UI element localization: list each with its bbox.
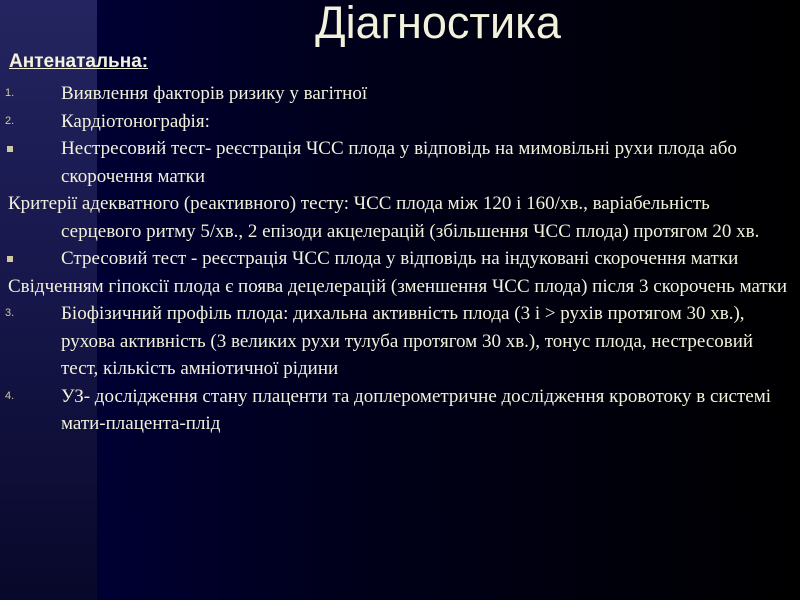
list-item-1 xyxy=(0,80,800,108)
square-bullet-icon xyxy=(7,256,13,262)
bullet-item-nonstress-test xyxy=(0,135,800,190)
list-number: 2. xyxy=(5,114,15,127)
paragraph-text: Свідченням гіпоксії плода є поява децелерацій (зменшення ЧСС плода) після 3 скорочень матки xyxy=(8,275,788,297)
list-item-4 xyxy=(0,383,800,438)
paragraph-hypoxia xyxy=(0,273,800,301)
list-item-text: Виявлення факторів ризику у вагітної xyxy=(61,83,368,104)
list-item-text: УЗ- дослідження стану плаценти та доплерометричне дослідження кровотоку в системі мати-плацента-плід xyxy=(61,385,772,434)
paragraph-criteria xyxy=(0,190,800,245)
paragraph-text: Критерії адекватного (реактивного) тесту: ЧСС плода між 120 і 160/хв., варіабельність серцевого ритму 5/хв., 2 епізоди акцелерацій (збільшення ЧСС плода) протягом 20 хв. xyxy=(8,193,760,242)
list-item-text: Нестресовий тест- реєстрація ЧСС плода у відповідь на мимовільні рухи плода або скорочення матки xyxy=(61,138,737,187)
bullet-item-stress-test xyxy=(0,245,800,273)
list-item-text: Біофізичний профіль плода: дихальна активність плода (3 і > рухів протягом 30 хв.), рухова активність (3 великих рухи тулуба протягом 30 хв.), тонус плода, нестресовий тест, кількість амніотичної рідини xyxy=(61,303,754,379)
list-item-3 xyxy=(0,300,800,383)
list-number: 1. xyxy=(5,87,15,99)
list-item-text: Стресовий тест - реєстрація ЧСС плода у відповідь на індуковані скорочення матки xyxy=(61,248,739,269)
list-number: 4. xyxy=(5,389,15,402)
list-item-2 xyxy=(0,108,800,136)
list-item-text: Кардіотонографія: xyxy=(61,110,210,132)
list-number: 3. xyxy=(5,307,15,319)
section-subtitle: Антенатальна: xyxy=(9,51,149,72)
content-list xyxy=(0,80,800,438)
slide-title: Діагностика xyxy=(315,0,561,48)
square-bullet-icon xyxy=(7,146,13,152)
